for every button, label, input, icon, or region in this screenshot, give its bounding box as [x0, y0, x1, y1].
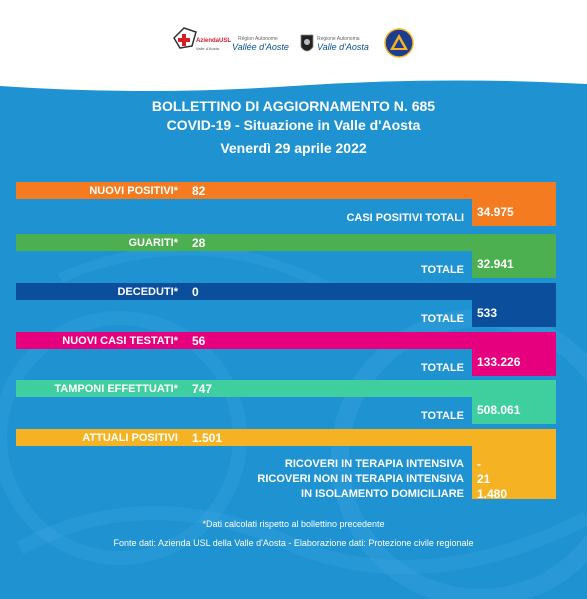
region-logo-fr-small: Région Autonome [238, 36, 278, 42]
detail-label-non-terapia-intensiva: RICOVERI NON IN TERAPIA INTENSIVA [257, 473, 464, 485]
stat-total-box [472, 380, 556, 424]
region-logo-it [300, 22, 370, 64]
detail-value-terapia-intensiva: - [477, 457, 481, 471]
stat-total-box [472, 234, 556, 278]
stat-value: 56 [192, 334, 206, 348]
bulletin-title: BOLLETTINO DI AGGIORNAMENTO N. 685 [151, 98, 436, 114]
protezione-civile-logo [384, 22, 414, 64]
stat-total-box [472, 283, 556, 327]
detail-label-isolamento: IN ISOLAMENTO DOMICILIARE [301, 488, 464, 500]
azienda-usl-logo [170, 22, 232, 64]
region-logo-it-main: Valle d'Aosta [317, 42, 369, 52]
data-source: Fonte dati: Azienda USL della Valle d'Aosta - Elaborazione dati: Protezione civile regionale [113, 538, 474, 548]
stat-label: GUARITI* [128, 237, 178, 249]
stat-total-box [472, 182, 556, 226]
stat-label: NUOVI CASI TESTATI* [62, 335, 178, 347]
stat-total-label: TOTALE [421, 264, 464, 276]
stat-total-label: TOTALE [421, 313, 464, 325]
detail-value-non-terapia-intensiva: 21 [477, 472, 491, 486]
attuali-positivi-value: 1.501 [192, 431, 223, 445]
stat-total-label: TOTALE [421, 362, 464, 374]
detail-value-isolamento: 1.480 [477, 487, 508, 501]
region-logo-it-small: Regione Autonoma [317, 36, 360, 42]
stat-value: 747 [192, 382, 213, 396]
stat-value: 28 [192, 236, 206, 250]
bulletin-subtitle: COVID-19 - Situazione in Valle d'Aosta [166, 117, 421, 133]
stat-total-value: 34.975 [477, 205, 514, 219]
attuali-positivi-label: ATTUALI POSITIVI [82, 432, 178, 444]
civil-protection-emblem-icon [384, 28, 414, 58]
logo-header [0, 0, 587, 78]
stat-total-label: CASI POSITIVI TOTALI [346, 212, 464, 224]
stat-total-value: 133.226 [477, 355, 521, 369]
region-logo-fr [232, 22, 292, 64]
bulletin-panel [0, 78, 587, 599]
azienda-usl-sub: Valle d'Aosta [196, 46, 219, 51]
stat-total-value: 508.061 [477, 403, 521, 417]
stat-total-value: 32.941 [477, 257, 514, 271]
stat-label: TAMPONI EFFETTUATI* [54, 383, 178, 395]
stat-label: NUOVI POSITIVI* [89, 185, 178, 197]
bulletin-date: Venerdì 29 aprile 2022 [220, 140, 367, 156]
detail-label-terapia-intensiva: RICOVERI IN TERAPIA INTENSIVA [284, 458, 464, 470]
stat-value: 0 [192, 285, 199, 299]
azienda-usl-label: AziendaUSL [196, 38, 232, 44]
footnote: *Dati calcolati rispetto al bollettino precedente [202, 519, 385, 529]
stat-total-label: TOTALE [421, 410, 464, 422]
stat-total-box [472, 332, 556, 376]
stat-label: DECEDUTI* [117, 286, 178, 298]
stat-total-value: 533 [477, 306, 498, 320]
region-logo-fr-main: Vallée d'Aoste [232, 42, 289, 52]
shield-icon [300, 34, 314, 56]
stat-value: 82 [192, 184, 206, 198]
